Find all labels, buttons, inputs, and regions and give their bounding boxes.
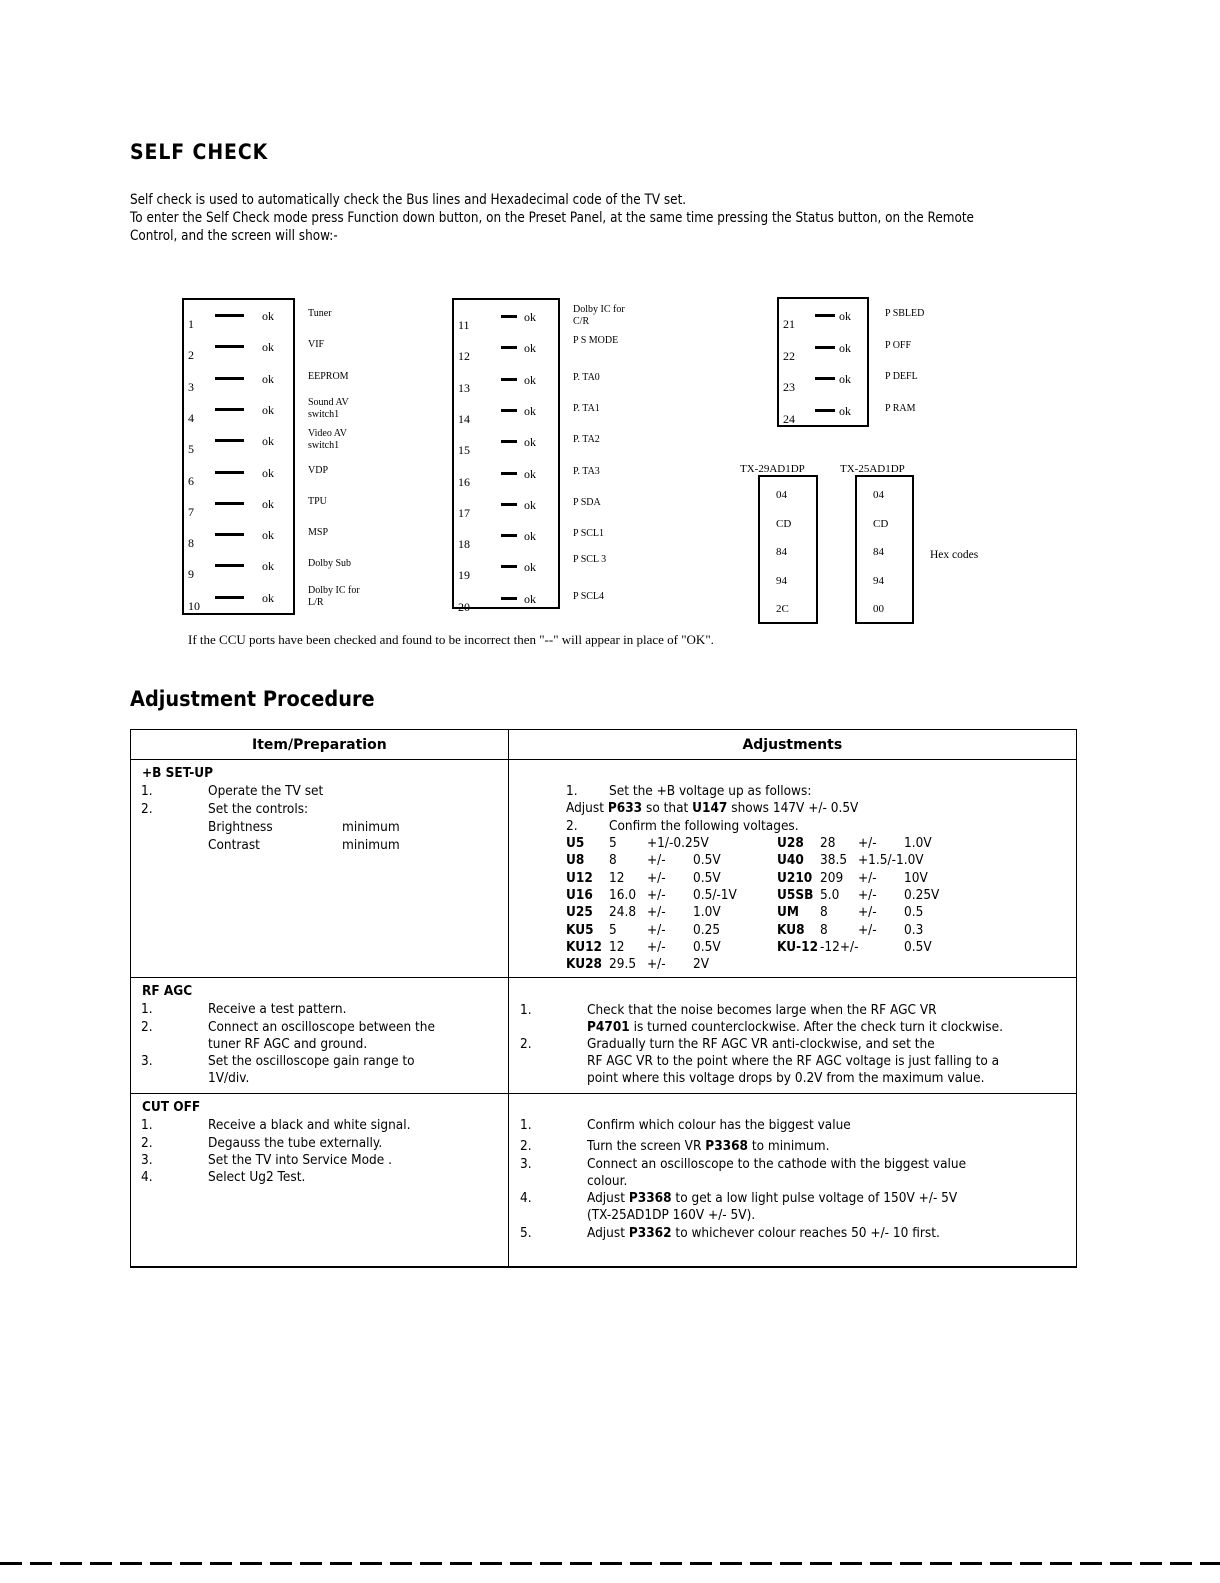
step-text: Operate the TV set (208, 783, 324, 799)
hex-code: 94 (873, 574, 884, 587)
step-number: 2. (519, 1138, 532, 1154)
step-text: Gradually turn the RF AGC VR anti-clockwise, and set the (586, 1036, 935, 1052)
voltage-sign: +/- (646, 904, 666, 921)
dash-icon (501, 315, 517, 318)
dash-icon (215, 471, 244, 474)
voltage-tolerance: 10V (903, 869, 928, 886)
voltage-tolerance: 0.5V (903, 938, 932, 955)
voltage-sign: +/- (646, 869, 666, 886)
dash-icon (501, 534, 517, 537)
text: Turn the screen VR (586, 1138, 705, 1154)
port-status: ok (839, 372, 851, 386)
port-status: ok (262, 402, 274, 417)
voltage-nominal: 24.8 (608, 904, 636, 921)
step-text: Check that the noise becomes large when the RF AGC VR (586, 1002, 937, 1018)
port-label: Tuner (308, 308, 332, 319)
port-label: Sound AV switch1 (308, 396, 349, 420)
step-number: 3. (519, 1156, 532, 1172)
component-ref: P633 (607, 800, 642, 816)
text: so that (641, 800, 692, 816)
port-label: TPU (308, 495, 327, 507)
intro-line-3: Control, and the screen will show:- (130, 228, 338, 244)
hex-code: 2C (776, 603, 789, 615)
text: to minimum. (747, 1138, 830, 1154)
step-number: 2. (519, 1036, 532, 1052)
hex-codes-label: Hex codes (930, 549, 979, 561)
voltage-tolerance: 0.5V (692, 938, 721, 955)
voltage-test-point: U8 (565, 852, 584, 869)
dash-icon (215, 502, 244, 505)
port-number: 23 (783, 380, 795, 394)
voltage-tolerance: 0.25 (692, 921, 720, 938)
voltage-test-point: U40 (776, 852, 804, 869)
voltage-sign: +1.5/-1.0V (857, 852, 924, 869)
port-number: 8 (188, 536, 194, 551)
dash-icon (815, 346, 835, 349)
port-status: ok (262, 371, 274, 386)
ccu-note: If the CCU ports have been checked and found to be incorrect then "--" will appear in place of "OK". (188, 632, 714, 647)
voltage-test-point: U25 (565, 904, 593, 921)
voltage-nominal: 29.5 (608, 956, 636, 973)
dash-icon (501, 346, 517, 349)
hex-code: 04 (776, 489, 787, 501)
port-label: Dolby IC for L/R (308, 584, 360, 608)
step-text: Degauss the tube externally. (208, 1135, 383, 1151)
port-status: ok (524, 591, 536, 606)
port-status: ok (524, 310, 536, 324)
page-bottom-dashed-rule (0, 1562, 1220, 1565)
port-label: P SCL 3 (573, 554, 607, 566)
step-text: colour. (586, 1173, 628, 1189)
dash-icon (815, 409, 835, 412)
port-number: 9 (188, 567, 194, 582)
port-label: P. TA1 (573, 402, 600, 414)
voltage-nominal: 209 (819, 869, 843, 886)
port-label: VIF (308, 339, 325, 351)
step-number: 3. (141, 1152, 153, 1168)
table-row-cut-off (131, 1094, 1077, 1268)
port-status: ok (839, 340, 851, 355)
voltage-nominal: 8 (608, 852, 617, 869)
port-label: P DEFL (885, 371, 918, 382)
voltage-nominal: 8 (819, 904, 828, 921)
voltage-nominal: 12 (608, 869, 625, 886)
port-number: 20 (458, 599, 470, 614)
port-status: ok (839, 309, 851, 323)
port-number: 21 (783, 317, 795, 331)
port-number: 2 (188, 348, 194, 363)
rf-agc-heading: RF AGC (142, 983, 193, 999)
port-number: 12 (458, 349, 470, 364)
dash-icon (501, 565, 517, 568)
voltage-nominal: 5.0 (819, 886, 839, 903)
port-number: 15 (458, 443, 470, 458)
column-header-item: Item/Preparation (131, 730, 509, 760)
port-number: 6 (188, 473, 194, 488)
port-number: 7 (188, 504, 194, 519)
step-text (587, 1225, 940, 1242)
step-text: Connect an oscilloscope to the cathode with the biggest value (586, 1156, 966, 1172)
voltage-tolerance: 0.5V (692, 869, 721, 886)
voltage-test-point: UM (776, 904, 799, 921)
step-text: tuner RF AGC and ground. (208, 1036, 368, 1052)
intro-line-2: To enter the Self Check mode press Function down button, on the Preset Panel, at the same time pressing the Status button, on the Remote (130, 210, 974, 226)
voltage-tolerance: 0.3 (903, 921, 923, 938)
port-label: P RAM (885, 402, 916, 414)
voltage-nominal: 12 (608, 938, 625, 955)
dash-icon (215, 533, 244, 536)
voltage-nominal: 16.0 (608, 886, 636, 903)
voltage-nominal: 8 (819, 921, 828, 938)
dash-icon (501, 440, 517, 443)
port-number: 22 (783, 348, 795, 363)
step-number: 5. (519, 1225, 532, 1241)
port-status: ok (524, 435, 536, 450)
port-status: ok (524, 341, 536, 356)
voltage-sign: +/- (857, 835, 877, 851)
step-number: 1. (141, 1117, 153, 1133)
voltage-nominal: 38.5 (819, 852, 847, 869)
port-number: 10 (188, 598, 200, 613)
voltage-test-point: U5SB (776, 886, 813, 903)
port-status: ok (524, 529, 536, 544)
text: to get a low light pulse voltage of 150V +/- 5V (671, 1190, 957, 1206)
cut-off-heading: CUT OFF (142, 1099, 201, 1115)
dash-icon (815, 377, 835, 380)
table-row-rf-agc (131, 978, 1077, 1094)
port-label: P S MODE (573, 335, 619, 347)
step-number: 2. (141, 1135, 153, 1151)
intro-line-1: Self check is used to automatically check the Bus lines and Hexadecimal code of the TV set. (130, 192, 687, 208)
voltage-test-point: U16 (565, 886, 593, 903)
port-number: 11 (458, 318, 470, 332)
step-number: 1. (519, 1002, 532, 1018)
step-number: 4. (519, 1190, 532, 1206)
step-text (587, 1190, 957, 1207)
voltage-tolerance: 2V (692, 956, 709, 973)
step-text: Confirm the following voltages. (608, 818, 799, 834)
section-title-adjustment: Adjustment Procedure (130, 687, 375, 711)
hex-code: 04 (873, 489, 884, 501)
component-ref: P3368 (704, 1138, 748, 1154)
step-number: 1. (519, 1117, 532, 1133)
port-label: MSP (308, 527, 329, 539)
voltage-sign: +/- (646, 852, 666, 869)
control-name: Brightness (208, 819, 273, 835)
voltage-test-point: U12 (565, 869, 593, 886)
control-value: minimum (342, 837, 400, 853)
port-status: ok (524, 372, 536, 387)
port-label: EEPROM (308, 370, 349, 382)
control-name: Contrast (208, 837, 260, 853)
step-number: 2. (141, 1019, 153, 1035)
text: Adjust (586, 1225, 629, 1241)
text: to whichever colour reaches 50 +/- 10 first. (671, 1225, 940, 1241)
b-setup-heading: +B SET-UP (142, 765, 214, 781)
voltage-test-point: KU28 (565, 956, 602, 973)
voltage-tolerance: 1.0V (903, 835, 932, 851)
port-label: Dolby IC for C/R (573, 304, 625, 327)
hex-code: 00 (873, 603, 884, 615)
column-header-adjustments: Adjustments (508, 730, 1076, 760)
voltage-sign: +/- (646, 886, 666, 903)
port-number: 13 (458, 380, 470, 395)
hex-model-2-label: TX-25AD1DP (840, 463, 905, 475)
port-status: ok (524, 560, 536, 575)
voltage-nominal: 5 (608, 921, 617, 938)
step-text: 1V/div. (208, 1070, 250, 1086)
port-status: ok (262, 590, 274, 605)
step-number: 1. (141, 1001, 153, 1017)
port-status: ok (524, 466, 536, 481)
component-ref: U147 (691, 800, 728, 816)
port-status: ok (262, 340, 274, 355)
voltage-nominal: 28 (819, 835, 836, 851)
port-label: Dolby Sub (308, 558, 352, 570)
step-text: Set the +B voltage up as follows: (608, 783, 812, 799)
step-number: 4. (141, 1169, 153, 1185)
dash-icon (215, 564, 244, 567)
voltage-nominal: -12+/- (819, 938, 859, 955)
port-status: ok (262, 309, 274, 323)
dash-icon (215, 408, 244, 411)
dash-icon (215, 439, 244, 442)
table-header-row (131, 730, 1077, 760)
dash-icon (215, 596, 244, 599)
step-text: (TX-25AD1DP 160V +/- 5V). (586, 1207, 755, 1223)
port-number: 5 (188, 442, 194, 457)
port-status: ok (524, 497, 536, 512)
port-label: P SDA (573, 496, 601, 508)
port-label: P SBLED (885, 308, 925, 319)
step-text (587, 1019, 1003, 1036)
step-number: 2. (565, 818, 578, 834)
hex-box-model-1 (758, 475, 818, 624)
voltage-tolerance: 0.5/-1V (692, 886, 737, 903)
adjust-p633-line (566, 800, 858, 817)
port-number: 17 (458, 505, 470, 520)
voltage-test-point: KU12 (565, 938, 602, 955)
voltage-test-point: U210 (776, 869, 812, 886)
dash-icon (501, 378, 517, 381)
hex-code: 84 (776, 546, 787, 558)
voltage-sign: +/- (646, 921, 666, 938)
dash-icon (501, 597, 517, 600)
hex-code: 84 (873, 546, 884, 558)
control-value: minimum (342, 819, 400, 835)
port-status: ok (839, 403, 851, 418)
port-label: P. TA0 (573, 371, 600, 383)
step-text: Receive a black and white signal. (208, 1117, 411, 1133)
step-text: point where this voltage drops by 0.2V from the maximum value. (586, 1070, 985, 1086)
step-text: Confirm which colour has the biggest value (586, 1117, 851, 1133)
port-status: ok (262, 465, 274, 480)
voltage-sign: +/- (857, 886, 877, 903)
voltage-sign: +1/-0.25V (646, 835, 709, 851)
voltage-tolerance: 0.5 (903, 904, 923, 921)
adjustment-table (130, 729, 1077, 1268)
port-label: VDP (308, 464, 329, 476)
dash-icon (501, 409, 517, 412)
dash-icon (501, 503, 517, 506)
text: shows 147V +/- 0.5V (727, 800, 859, 816)
hex-model-1-label: TX-29AD1DP (740, 463, 805, 475)
voltage-tolerance: 0.25V (903, 886, 940, 903)
voltage-sign: +/- (857, 869, 877, 886)
port-number: 14 (458, 411, 470, 426)
voltage-sign: +/- (646, 938, 666, 955)
hex-code: 94 (776, 574, 787, 587)
port-label: P OFF (885, 339, 912, 351)
voltage-test-point: U5 (565, 835, 584, 851)
port-number: 16 (458, 474, 470, 489)
port-number: 4 (188, 410, 194, 425)
voltage-test-point: KU5 (565, 921, 594, 938)
port-status: ok (524, 403, 536, 418)
dash-icon (215, 345, 244, 348)
voltage-test-point: KU8 (776, 921, 805, 938)
text: Adjust (565, 800, 608, 816)
port-number: 3 (188, 379, 194, 394)
port-label: P SCL1 (573, 528, 605, 540)
dash-icon (501, 472, 517, 475)
step-text: Set the TV into Service Mode . (208, 1152, 392, 1168)
port-status: ok (262, 434, 274, 449)
voltage-tolerance: 1.0V (692, 904, 721, 921)
hex-code: CD (873, 517, 889, 530)
port-status: ok (262, 528, 274, 543)
port-label: P. TA2 (573, 434, 600, 446)
step-number: 3. (141, 1053, 153, 1069)
page-title: SELF CHECK (130, 140, 269, 164)
component-ref: P4701 (586, 1019, 630, 1035)
text: is turned counterclockwise. After the check turn it clockwise. (629, 1019, 1003, 1035)
hex-code: CD (776, 517, 792, 530)
step-text: Select Ug2 Test. (208, 1169, 306, 1185)
voltage-tolerance: 0.5V (692, 852, 721, 869)
step-text: Receive a test pattern. (208, 1001, 347, 1017)
voltage-sign: +/- (857, 921, 877, 938)
port-status: ok (262, 496, 274, 511)
port-number: 24 (783, 411, 795, 426)
port-number: 19 (458, 568, 470, 583)
text: Adjust (586, 1190, 629, 1206)
dash-icon (815, 314, 835, 317)
step-text (587, 1138, 829, 1155)
step-text: Connect an oscilloscope between the (208, 1019, 435, 1035)
voltage-test-point: U28 (776, 835, 804, 851)
component-ref: P3368 (628, 1190, 672, 1206)
port-label: P SCL4 (573, 590, 605, 602)
port-status: ok (262, 559, 274, 574)
port-number: 18 (458, 537, 470, 552)
step-text: RF AGC VR to the point where the RF AGC voltage is just falling to a (586, 1053, 999, 1069)
port-label: Video AV switch1 (308, 428, 347, 452)
step-number: 1. (141, 783, 153, 799)
component-ref: P3362 (628, 1225, 672, 1241)
hex-box-model-2 (855, 475, 914, 624)
step-text: Set the controls: (208, 801, 309, 817)
step-number: 1. (565, 783, 578, 799)
table-row-b-setup (131, 760, 1077, 978)
voltage-sign: +/- (646, 956, 666, 973)
dash-icon (215, 314, 244, 317)
dash-icon (215, 377, 244, 380)
voltage-nominal: 5 (608, 835, 617, 851)
step-text: Set the oscilloscope gain range to (208, 1053, 415, 1069)
voltage-test-point: KU-12 (776, 938, 818, 955)
voltage-sign: +/- (857, 904, 877, 921)
step-number: 2. (141, 801, 153, 817)
port-label: P. TA3 (573, 465, 600, 477)
port-number: 1 (188, 317, 194, 331)
